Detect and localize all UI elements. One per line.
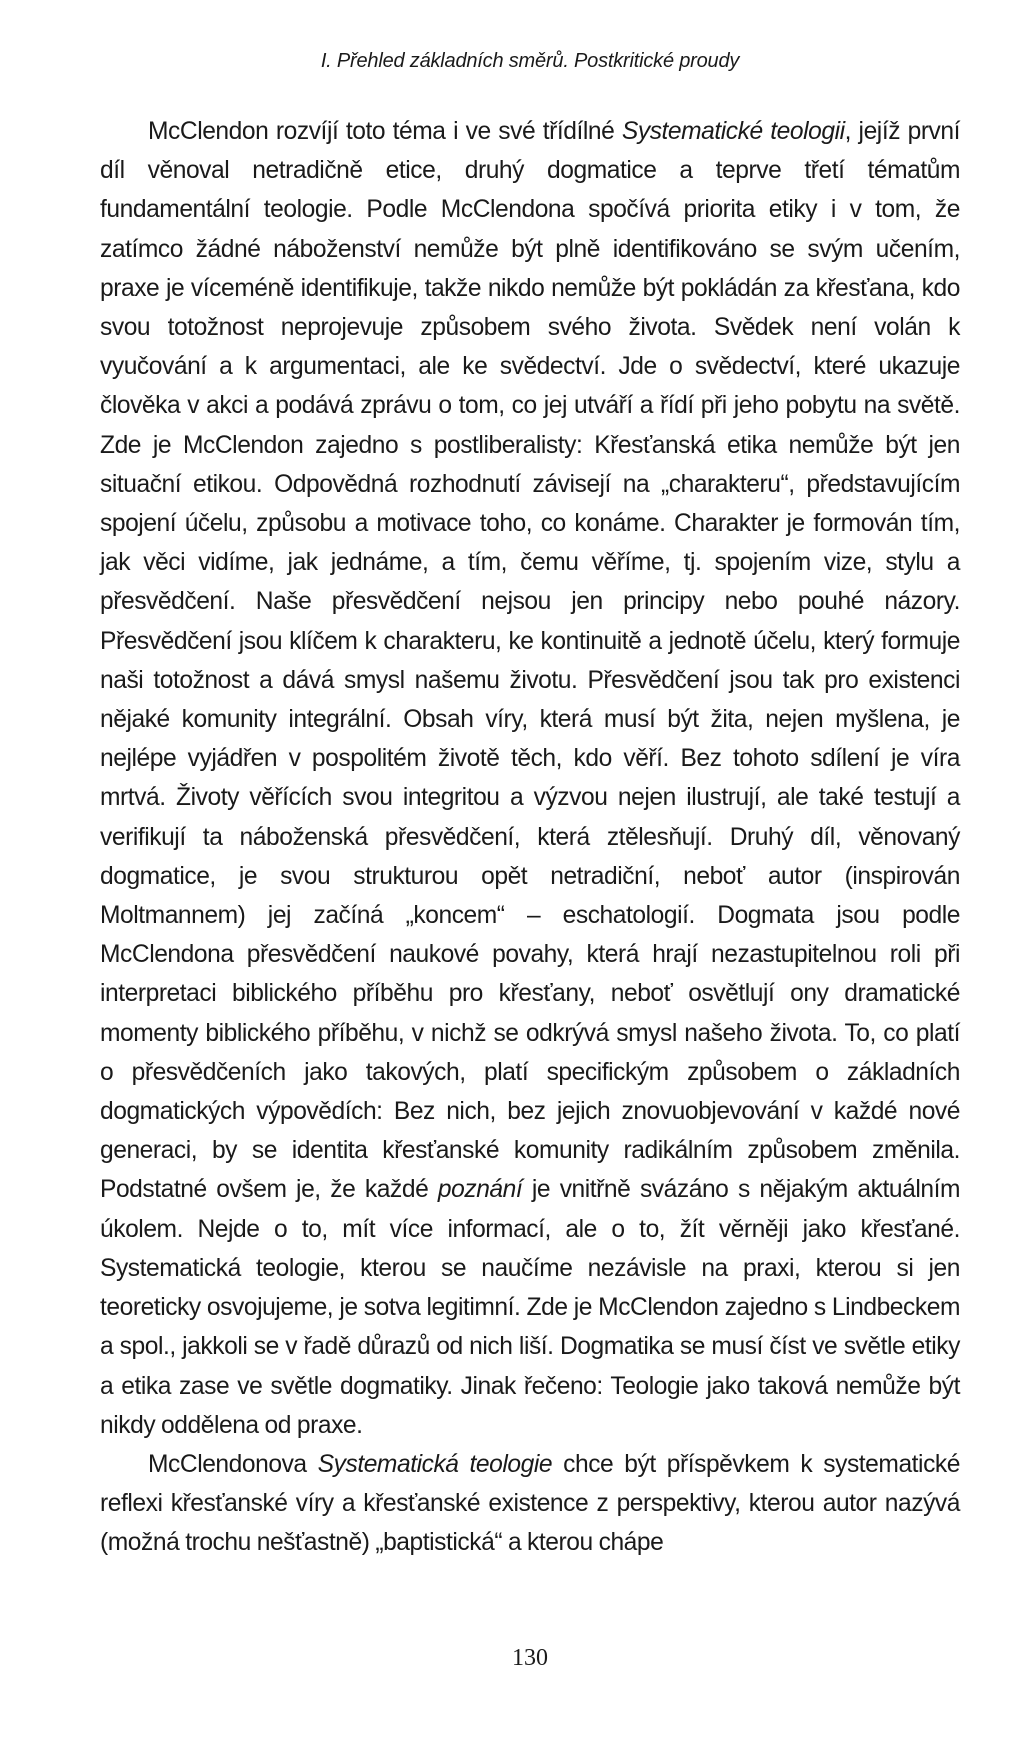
- paragraph-1-text-2: , jejíž první díl věnoval netradičně etice, druhý dogmatice a teprve třetí tématům fundamentální teologie. Podle McClendona spočívá priorita etiky i v tom, že zatímco žádné náboženství nemůže být plně identifikováno se svým učením, praxe je víceméně identifikuje, takže nikdo nemůže být pokládán za křesťana, kdo svou totožnost neprojevuje způsobem svého života. Svědek není volán k vyučování a k argumentaci, ale ke svědectví. Jde o svědectví, které ukazuje člověka v akci a podává zprávu o tom, co jej utváří a řídí při jeho pobytu na světě. Zde je McClendon zajedno s postliberalisty: Křesťanská etika nemůže být jen situační etikou. Odpovědná rozhodnutí závisejí na „charakteru“, představujícím spojení účelu, způsobu a motivace toho, co konáme. Charakter je formován tím, jak věci vidíme, jak jednáme, a tím, čemu věříme, tj. spojením vize, stylu a přesvědčení. Naše přesvědčení nejsou jen principy nebo pouhé názory. Přesvědčení jsou klíčem k charakteru, ke kontinuitě a jednotě účelu, který formuje naši totožnost a dává smysl našemu životu. Přesvědčení jsou tak pro existenci nějaké komunity integrální. Obsah víry, která musí být žita, nejen myšlena, je nejlépe vyjádřen v pospolitém životě těch, kdo věří. Bez tohoto sdílení je víra mrtvá. Životy věřících svou integritou a výzvou nejen ilustrují, ale také testují a verifikují ta náboženská přesvědčení, která ztělesňují. Druhý díl, věnovaný dogmatice, je svou strukturou opět netradiční, neboť autor (inspirován Moltmannem) jej začíná „koncem“ – eschatologií. Dogmata jsou podle McClendona přesvědčení naukové povahy, která hrají nezastupitelnou roli při interpretaci biblického příběhu pro křesťany, neboť osvětlují ony dramatické momenty biblického příběhu, v nichž se odkrývá smysl našeho života. To, co platí o přesvědčeních jako takových, platí specifickým způsobem o základních dogmatických výpovědích: Bez nich, bez jejich znovuobjevování v každé nové generaci, by se identita křesťanské komunity radikálním způsobem změnila. Podstatné ovšem je, že každé: [100, 118, 961, 1204]
- paragraph-1-text-3: je vnitřně svázáno s nějakým aktuálním úkolem. Nejde o to, mít více informací, ale o to, žít věrněji jako křesťané. Systematická teologie, kterou se naučíme nezávisle na praxi, kterou si jen teoreticky osvojujeme, je sotva legitimní. Zde je McClendon zajedno s Lindbeckem a spol., jakkoli se v řadě důrazů od nich liší. Dogmatika se musí číst ve světle etiky a etika zase ve světle dogmatiky. Jinak řečeno: Teologie jako taková nemůže být nikdy oddělena od praxe.: [100, 1176, 961, 1439]
- paragraph-1-italic-title: Systematické teologii: [621, 118, 845, 145]
- body-text: [100, 112, 960, 1563]
- paragraph-1-text-1: McClendon rozvíjí toto téma i ve své třídílné: [148, 118, 622, 145]
- paragraph-2-text-2: chce být příspěvkem k systematické reflexi křesťanské víry a křesťanské existence z perspektivy, kterou autor nazývá (možná trochu nešťastně) „baptistická“ a kterou chápe: [100, 1450, 960, 1557]
- paragraph-2-italic-title: Systematická teologie: [317, 1450, 553, 1478]
- paragraph-1-italic-term: poznání: [437, 1176, 523, 1204]
- paragraph-2-text-1: McClendonova: [148, 1450, 318, 1478]
- paragraph-2: [100, 1445, 960, 1563]
- paragraph-1: [100, 112, 960, 1445]
- book-page: [100, 0, 960, 1753]
- running-head: I. Přehled základních směrů. Postkritické proudy: [320, 50, 740, 72]
- page-number: 130: [512, 1645, 548, 1671]
